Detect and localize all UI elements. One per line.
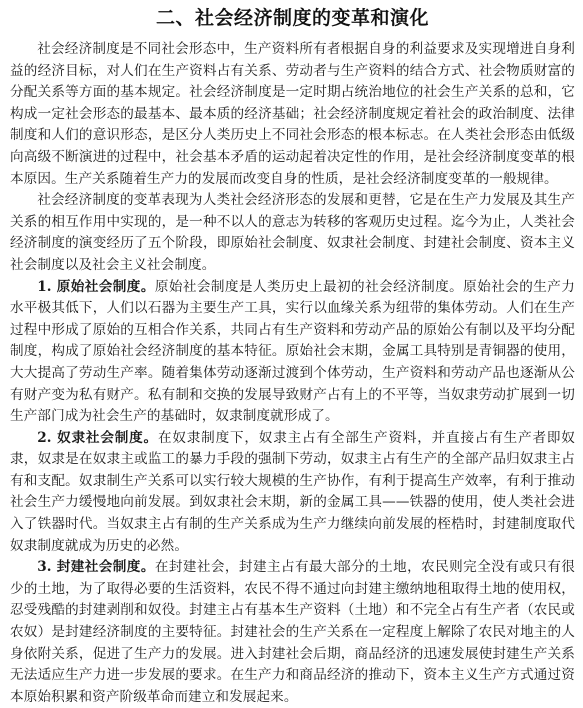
paragraph-text: 原始社会制度是人类历史上最初的社会经济制度。原始社会的生产力水平极其低下，人们以石器为主要生产工具，实行以血缘关系为纽带的集体劳动。人们在生产过程中形成了原始的互相合作关系，共同占有生产资料和劳动产品的原始公有制以及平均分配制度，构成了原始社会经济制度的基本特征。原始社会末期，金属工具特别是青铜器的使用，大大提高了劳动生产率。随着集体劳动逐渐过渡到个体劳动，生产资料和劳动产品也逐渐从公有财产变为私有财产。私有制和交换的发展导致财产占有上的不平等，当奴隶劳动扩展到一切生产部门成为社会生产的基础时，奴隶制度就形成了。 bbox=[10, 278, 575, 425]
paragraph-text: 社会经济制度的变革表现为人类社会经济形态的发展和更替，它是在生产力发展及其生产关系的相互作用中实现的，是一种不以人的意志为转移的客观历史过程。迄今为止，人类社会经济制度的演变经历了五个阶段，即原始社会制度、奴隶社会制度、封建社会制度、资本主义社会制度以及社会主义社会制度。 bbox=[10, 192, 575, 273]
section-heading: 2. 奴隶社会制度。 bbox=[37, 429, 158, 446]
paragraph-slave-society bbox=[10, 428, 575, 558]
paragraph-intro bbox=[10, 39, 575, 190]
document-body bbox=[10, 39, 575, 708]
paragraph-primitive-society bbox=[10, 277, 575, 428]
paragraph-text: 在奴隶制度下，奴隶主占有全部生产资料，并直接占有生产者即奴隶，奴隶是在奴隶主或监工的暴力手段的强制下劳动，奴隶主占有生产的全部产品归奴隶主占有和支配。奴隶制生产关系可以实行较大规模的生产协作，有利于提高生产效率，有利于推动社会生产力缓慢地向前发展。到奴隶社会末期，新的金属工具——铁器的使用，使人类社会进入了铁器时代。当奴隶主占有制的生产关系成为生产力继续向前发展的桎梏时，封建制度取代奴隶制度就成为历史的必然。 bbox=[10, 429, 575, 554]
paragraph-feudal-society bbox=[10, 557, 575, 708]
section-heading: 3. 封建社会制度。 bbox=[37, 559, 155, 576]
paragraph-stages-overview bbox=[10, 190, 575, 276]
paragraph-text: 社会经济制度是不同社会形态中，生产资料所有者根据自身的利益要求及实现增进自身利益的经济目标，对人们在生产资料占有关系、劳动者与生产资料的结合方式、社会物质财富的分配关系等方面的基本规定。社会经济制度是一定时期占统治地位的社会生产关系的总和，它构成一定社会形态的最基本、最本质的经济基础；社会经济制度规定着社会的政治制度、法律制度和人们的意识形态，是区分人类历史上不同社会形态的根本标志。在人类社会形态由低级向高级不断演进的过程中，社会基本矛盾的运动起着决定性的作用，是社会经济制度变革的根本原因。生产关系随着生产力的发展而改变自身的性质，是社会经济制度变革的一般规律。 bbox=[10, 41, 575, 187]
paragraph-text: 在封建社会，封建主占有最大部分的土地，农民则完全没有或只有很少的土地，为了取得必要的生活资料，农民不得不通过向封建主缴纳地租取得土地的使用权，忍受残酷的封建剥削和奴役。封建主占有基本生产资料（土地）和不完全占有生产者（农民或农奴）是封建经济制度的主要特征。封建社会的生产关系在一定程度上解除了农民对地主的人身依附关系，促进了生产力的发展。进入封建社会后期，商品经济的迅速发展使封建生产关系无法适应生产力进一步发展的要求。在生产力和商品经济的推动下，资本主义生产方式通过资本原始积累和资产阶级革命而建立和发展起来。 bbox=[10, 559, 575, 705]
document-title: 二、社会经济制度的变革和演化 bbox=[155, 7, 429, 29]
section-heading: 1. 原始社会制度。 bbox=[37, 278, 155, 295]
